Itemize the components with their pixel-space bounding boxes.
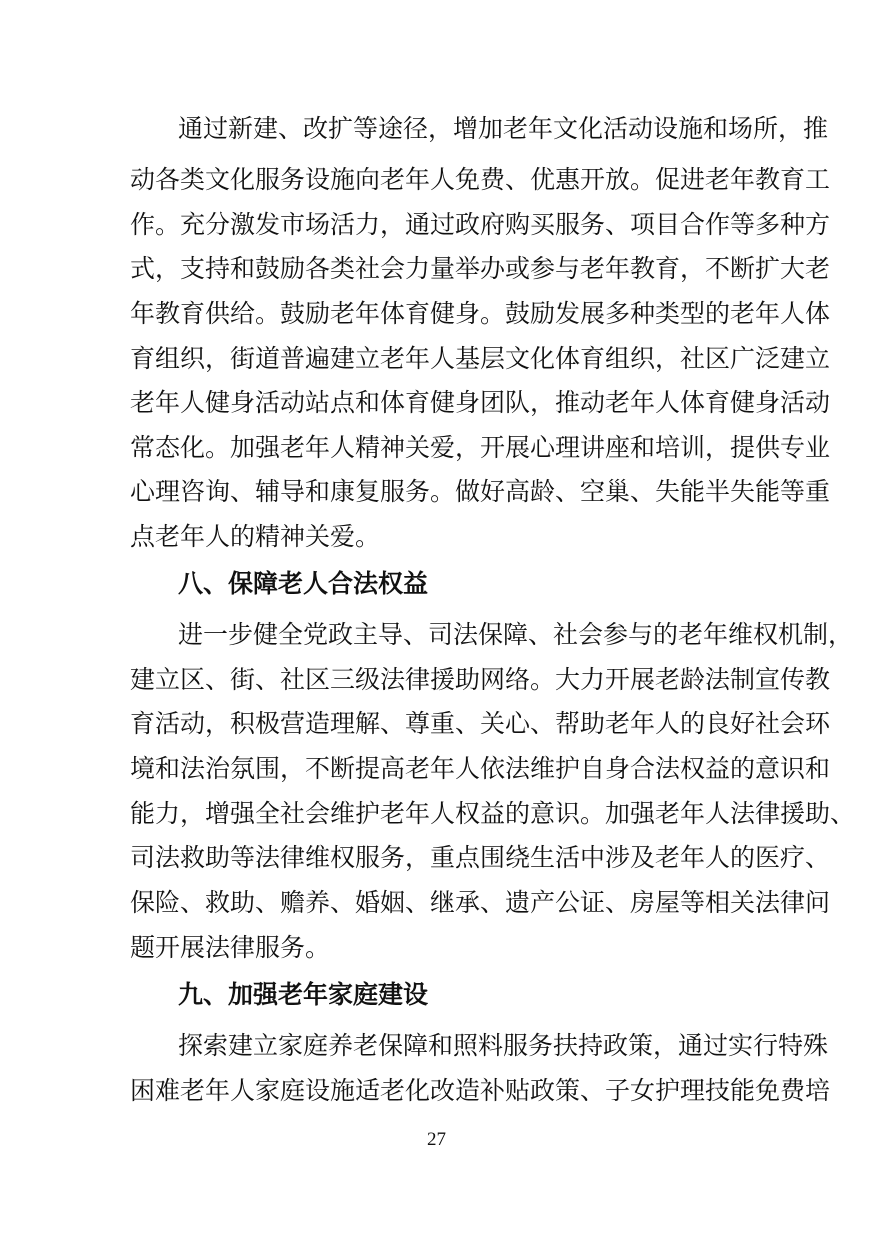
paragraph-line: 建立区、街、社区三级法律援助网络。大力开展老龄法制宣传教 [130, 665, 831, 694]
page-number: 27 [427, 1129, 446, 1150]
section-heading: 八、保障老人合法权益 [178, 569, 429, 598]
paragraph-line: 能力，增强全社会维护老年人权益的意识。加强老年人法律援助、 [130, 799, 856, 828]
paragraph-line: 作。充分激发市场活力，通过政府购买服务、项目合作等多种方 [130, 210, 831, 239]
paragraph-line: 心理咨询、辅导和康复服务。做好高龄、空巢、失能半失能等重 [130, 477, 831, 506]
paragraph-line: 司法救助等法律维权服务，重点围绕生活中涉及老年人的医疗、 [130, 843, 831, 872]
paragraph-line: 式，支持和鼓励各类社会力量举办或参与老年教育，不断扩大老 [130, 254, 831, 283]
paragraph-line: 困难老年人家庭设施适老化改造补贴政策、子女护理技能免费培 [130, 1076, 831, 1105]
paragraph-line: 境和法治氛围，不断提高老年人依法维护自身合法权益的意识和 [130, 754, 831, 783]
paragraph-line: 探索建立家庭养老保障和照料服务扶持政策，通过实行特殊 [178, 1031, 829, 1060]
paragraph-line: 年教育供给。鼓励老年体育健身。鼓励发展多种类型的老年人体 [130, 299, 831, 328]
paragraph-line: 育活动，积极营造理解、尊重、关心、帮助老年人的良好社会环 [130, 709, 831, 738]
paragraph-line: 动各类文化服务设施向老年人免费、优惠开放。促进老年教育工 [130, 165, 831, 194]
paragraph-line: 保险、救助、赡养、婚姻、继承、遗产公证、房屋等相关法律问 [130, 888, 831, 917]
paragraph-line: 点老年人的精神关爱。 [130, 522, 381, 551]
paragraph-line: 常态化。加强老年人精神关爱，开展心理讲座和培训，提供专业 [130, 433, 831, 462]
paragraph-line: 通过新建、改扩等途径，增加老年文化活动设施和场所，推 [178, 114, 829, 143]
paragraph-line: 进一步健全党政主导、司法保障、社会参与的老年维权机制， [178, 620, 854, 649]
paragraph-line: 老年人健身活动站点和体育健身团队，推动老年人体育健身活动 [130, 388, 831, 417]
paragraph-line: 育组织，街道普遍建立老年人基层文化体育组织，社区广泛建立 [130, 344, 831, 373]
paragraph-line: 题开展法律服务。 [130, 933, 331, 962]
section-heading: 九、加强老年家庭建设 [178, 980, 429, 1009]
